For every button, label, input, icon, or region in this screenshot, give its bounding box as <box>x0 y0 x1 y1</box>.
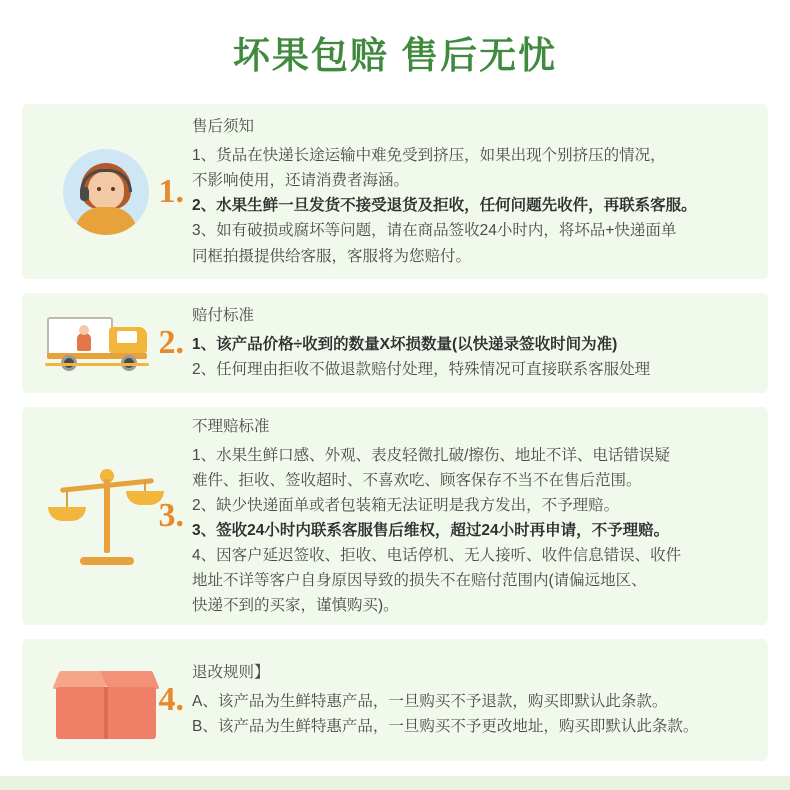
section-3-line-3: 2、缺少快递面单或者包装箱无法证明是我方发出，不予理赔。 <box>192 496 620 514</box>
section-3-text <box>190 407 768 625</box>
section-3-line-6: 地址不详等客户自身原因导致的损失不在赔付范围内(请偏远地区、 <box>192 572 647 590</box>
section-4-icon-column <box>22 639 190 761</box>
section-3-line-7: 快递不到的买家，谨慎购买)。 <box>192 597 399 615</box>
section-2-icon-column <box>22 293 190 393</box>
section-card-4 <box>22 639 768 761</box>
section-4-heading: 退改规则】 <box>192 664 270 682</box>
delivery-truck-icon <box>47 309 165 377</box>
customer-service-icon <box>63 149 149 235</box>
section-number-3: 3. <box>158 497 184 535</box>
bottom-accent-bar <box>0 776 790 790</box>
section-1-text <box>190 104 768 279</box>
section-number-2: 2. <box>158 324 184 362</box>
section-1-line-4: 3、如有破损或腐坏等问题，请在商品签收24小时内，将坏品+快递面单 <box>192 222 677 240</box>
section-card-2 <box>22 293 768 393</box>
section-1-line-1: 1、货品在快递长途运输中难免受到挤压，如果出现个别挤压的情况， <box>192 147 666 165</box>
section-2-line-2: 2、任何理由拒收不做退款赔付处理，特殊情况可直接联系客服处理 <box>192 361 651 379</box>
section-1-heading: 售后须知 <box>192 118 255 136</box>
balance-scale-icon <box>46 457 166 575</box>
section-number-4: 4. <box>158 681 184 719</box>
section-3-line-5: 4、因客户延迟签收、拒收、电话停机、无人接听、收件信息错误、收件 <box>192 546 682 564</box>
section-1-line-3: 2、水果生鲜一旦发货不接受退货及拒收，任何问题先收件，再联系客服。 <box>192 197 697 215</box>
page-title: 坏果包赔 售后无忧 <box>232 35 558 76</box>
section-card-3 <box>22 407 768 625</box>
section-2-text <box>190 293 768 393</box>
section-3-line-4: 3、签收24小时内联系客服售后维权，超过24小时再申请，不予理赔。 <box>192 521 670 539</box>
section-2-heading: 赔付标准 <box>192 307 255 325</box>
section-number-1: 1. <box>158 172 184 210</box>
section-3-icon-column <box>22 407 190 625</box>
section-2-line-1: 1、该产品价格÷收到的数量X坏损数量(以快递录签收时间为准) <box>192 336 618 354</box>
section-4-text <box>190 639 768 761</box>
section-card-1 <box>22 104 768 279</box>
section-3-heading: 不理赔标准 <box>192 417 270 435</box>
section-1-line-5: 同框拍摄提供给客服，客服将为您赔付。 <box>192 247 472 265</box>
section-4-line-2: B、该产品为生鲜特惠产品，一旦购买不予更改地址，购买即默认此条款。 <box>192 718 699 736</box>
package-box-icon <box>50 657 162 743</box>
section-3-line-2: 难件、拒收、签收超时、不喜欢吃、顾客保存不当不在售后范围。 <box>192 471 642 489</box>
section-1-icon-column <box>22 104 190 279</box>
section-1-line-2: 不影响使用，还请消费者海涵。 <box>192 172 410 190</box>
section-3-line-1: 1、水果生鲜口感、外观、表皮轻微扎破/擦伤、地址不详、电话错误疑 <box>192 446 670 464</box>
section-4-line-1: A、该产品为生鲜特惠产品，一旦购买不予退款，购买即默认此条款。 <box>192 693 668 711</box>
